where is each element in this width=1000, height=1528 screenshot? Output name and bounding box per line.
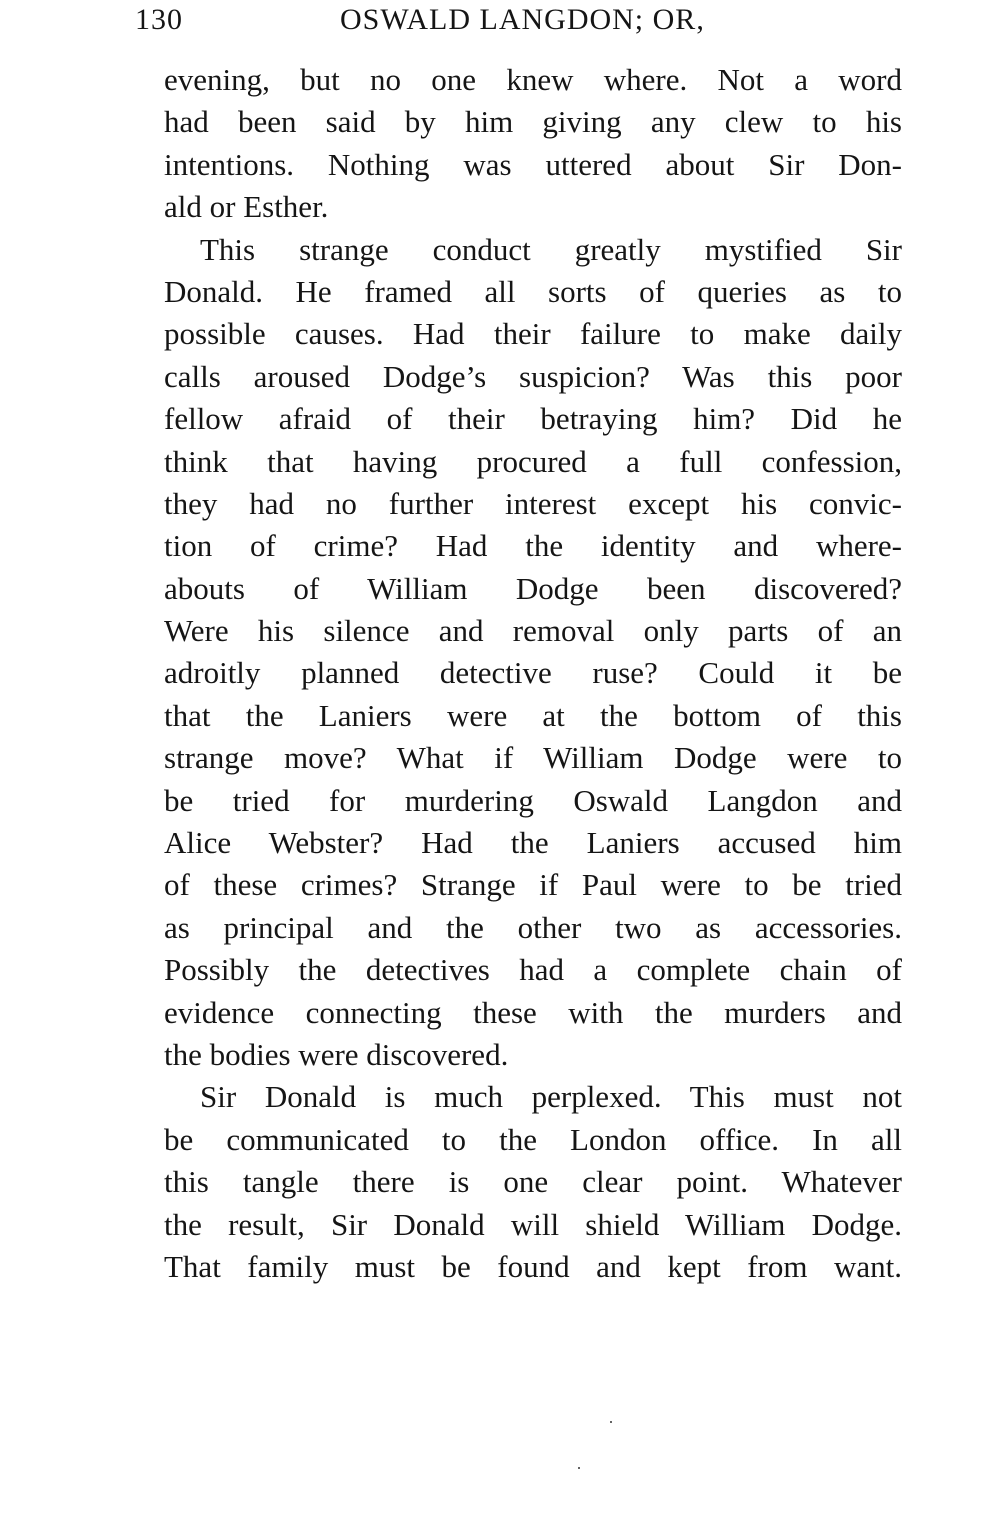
text-line: fellow afraid of their betraying him? Did he — [164, 401, 902, 437]
text-line: That family must be found and kept from want. — [164, 1248, 902, 1284]
text-line: the result, Sir Donald will shield William Dodge. — [164, 1206, 902, 1242]
text-line: be communicated to the London office. In all — [164, 1121, 902, 1157]
text-line: think that having procured a full confession, — [164, 443, 902, 479]
text-line: evening, but no one knew where. Not a word — [164, 62, 902, 97]
text-line: this tangle there is one clear point. Whatever — [164, 1164, 902, 1200]
page-number: 130 — [135, 3, 183, 36]
text-line: strange move? What if William Dodge were to — [164, 740, 902, 776]
text-line: the bodies were discovered. — [164, 1036, 509, 1072]
text-line: possible causes. Had their failure to make daily — [164, 316, 902, 352]
text-line: Possibly the detectives had a complete chain of — [164, 952, 902, 988]
text-line: abouts of William Dodge been discovered? — [164, 570, 902, 606]
text-line: be tried for murdering Oswald Langdon and — [164, 782, 902, 818]
body-text — [164, 59, 902, 1288]
text-line: as principal and the other two as accessories. — [164, 909, 902, 945]
text-line: tion of crime? Had the identity and where- — [164, 528, 902, 564]
text-line: Donald. He framed all sorts of queries as to — [164, 273, 902, 309]
text-line: that the Laniers were at the bottom of this — [164, 697, 902, 733]
text-line: adroitly planned detective ruse? Could it be — [164, 655, 902, 691]
paragraph — [164, 1076, 902, 1288]
text-line: calls aroused Dodge’s suspicion? Was this poor — [164, 358, 902, 394]
text-line: of these crimes? Strange if Paul were to be tried — [164, 867, 902, 903]
text-line: This strange conduct greatly mystified Sir — [200, 231, 902, 267]
paragraph — [164, 59, 902, 229]
text-line: Alice Webster? Had the Laniers accused him — [164, 825, 902, 861]
paper-speck — [610, 1421, 612, 1423]
paper-speck — [578, 1467, 580, 1469]
text-line: ald or Esther. — [164, 189, 329, 225]
running-title: OSWALD LANGDON; OR, — [340, 3, 705, 36]
running-head — [135, 0, 735, 40]
text-line: intentions. Nothing was uttered about Sir Don- — [164, 146, 902, 182]
text-line: Were his silence and removal only parts of an — [164, 613, 902, 649]
text-line: evidence connecting these with the murders and — [164, 994, 902, 1030]
text-line: Sir Donald is much perplexed. This must not — [200, 1079, 902, 1115]
paragraph — [164, 229, 902, 1077]
text-line: had been said by him giving any clew to his — [164, 104, 902, 140]
text-line: they had no further interest except his convic- — [164, 485, 902, 521]
